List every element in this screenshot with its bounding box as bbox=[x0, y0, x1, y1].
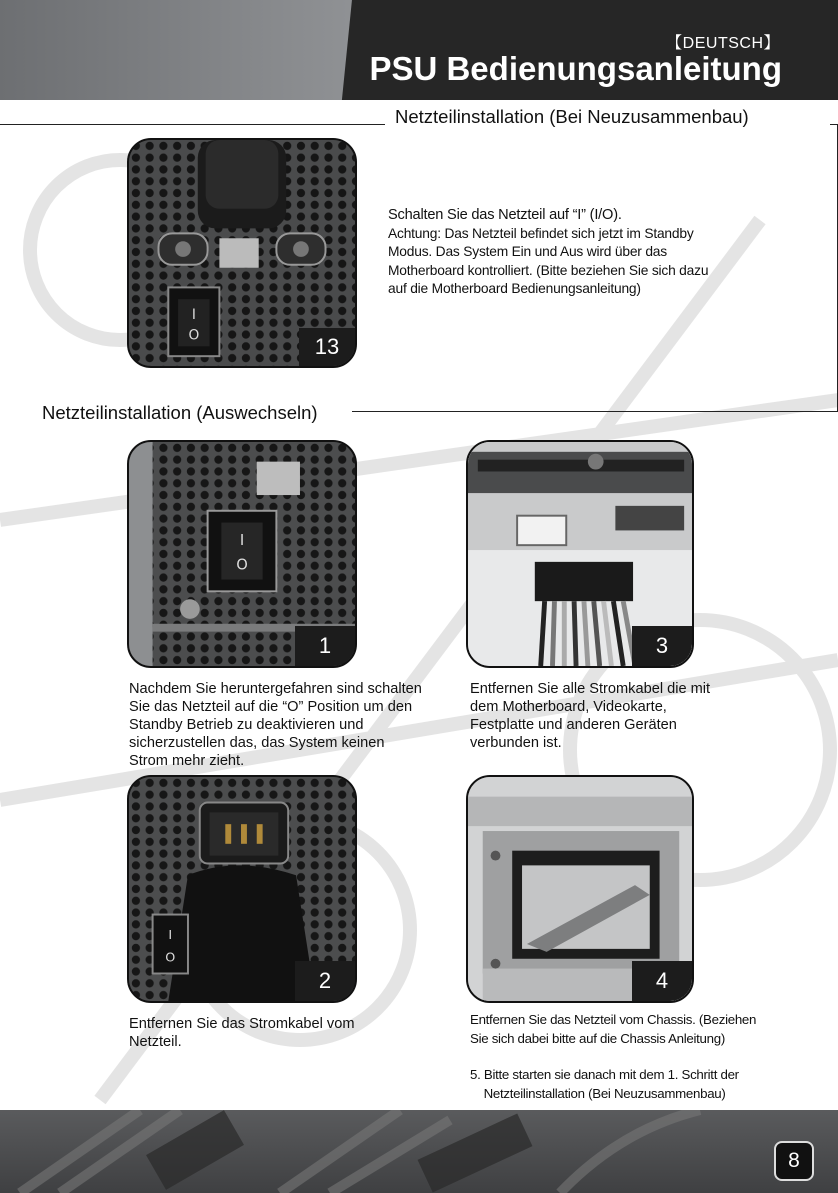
instruction-line: Modus. Das System Ein und Aus wird über das bbox=[388, 244, 667, 259]
photo-step-4-remove-psu bbox=[466, 775, 694, 1003]
instruction-line: Strom mehr zieht. bbox=[129, 753, 245, 769]
section-title-new-build: Netzteilinstallation (Bei Neuzusammenbau) bbox=[395, 106, 749, 127]
page-footer bbox=[0, 1110, 838, 1193]
section-title-replacement: Netzteilinstallation (Auswechseln) bbox=[42, 402, 318, 423]
instruction-text-step-2 bbox=[129, 1015, 355, 1051]
instruction-line: Sie das Netzteil auf die “O” Position um den bbox=[129, 699, 413, 715]
instruction-line: Netzteilinstallation (Bei Neuzusammenbau) bbox=[470, 1085, 726, 1101]
instruction-text-step-4 bbox=[470, 1011, 756, 1048]
page-header bbox=[0, 0, 838, 100]
photo-psu-switch-on bbox=[127, 138, 357, 368]
instruction-line: auf die Motherboard Bedienungsanleitung) bbox=[388, 281, 641, 296]
photo-step-3-unplug-cables bbox=[466, 440, 694, 668]
step-badge-4: 4 bbox=[632, 961, 692, 1001]
section-rule-replacement bbox=[352, 411, 838, 412]
instruction-text-new-build bbox=[388, 206, 708, 299]
svg-text:I: I bbox=[168, 928, 173, 944]
instruction-line: Motherboard kontrolliert. (Bitte beziehen Sie sich dazu bbox=[388, 262, 709, 278]
instruction-line: Festplatte und anderen Geräten bbox=[470, 717, 677, 733]
instruction-line: Entfernen Sie das Netzteil vom Chassis. (Beziehen bbox=[470, 1012, 757, 1027]
footer-cables-image bbox=[0, 1110, 838, 1193]
instruction-line: Sie sich dabei bitte auf die Chassis Anleitung) bbox=[470, 1030, 725, 1046]
svg-text:O: O bbox=[165, 950, 176, 966]
instruction-line: Achtung: Das Netzteil befindet sich jetzt im Standby bbox=[388, 225, 694, 241]
instruction-line: Entfernen Sie das Stromkabel vom bbox=[129, 1016, 355, 1032]
instruction-line: verbunden ist. bbox=[470, 735, 562, 751]
instruction-line: dem Motherboard, Videokarte, bbox=[470, 699, 667, 715]
svg-text:O: O bbox=[188, 327, 200, 344]
svg-text:I: I bbox=[239, 532, 245, 550]
page-title: PSU Bedienungsanleitung bbox=[369, 50, 782, 87]
instruction-text-step-5 bbox=[470, 1066, 739, 1103]
photo-step-1-switch-off bbox=[127, 440, 357, 668]
instruction-line: Standby Betrieb zu deaktivieren und bbox=[129, 717, 364, 733]
step-badge-13: 13 bbox=[299, 328, 355, 366]
instruction-text-step-3 bbox=[470, 680, 710, 752]
svg-text:I: I bbox=[191, 306, 196, 323]
page-number: 8 bbox=[774, 1141, 814, 1181]
step-badge-1: 1 bbox=[295, 626, 355, 666]
section-rule-right-stub bbox=[830, 124, 838, 125]
section-rule-left bbox=[0, 124, 385, 125]
instruction-line: 5. Bitte starten sie danach mit dem 1. Schritt der bbox=[470, 1067, 739, 1082]
instruction-line: Entfernen Sie alle Stromkabel die mit bbox=[470, 681, 711, 697]
photo-step-2-remove-power-cord bbox=[127, 775, 357, 1003]
language-label: 【DEUTSCH】 bbox=[666, 35, 780, 52]
instruction-line: Nachdem Sie heruntergefahren sind schalten bbox=[129, 681, 422, 697]
svg-text:O: O bbox=[236, 556, 248, 574]
instruction-line: Schalten Sie das Netzteil auf “I” (I/O). bbox=[388, 207, 622, 223]
instruction-line: Netzteil. bbox=[129, 1034, 182, 1050]
step-badge-3: 3 bbox=[632, 626, 692, 666]
step-badge-2: 2 bbox=[295, 961, 355, 1001]
instruction-text-step-1 bbox=[129, 680, 422, 770]
instruction-line: sicherzustellen das, das System keinen bbox=[129, 735, 385, 751]
